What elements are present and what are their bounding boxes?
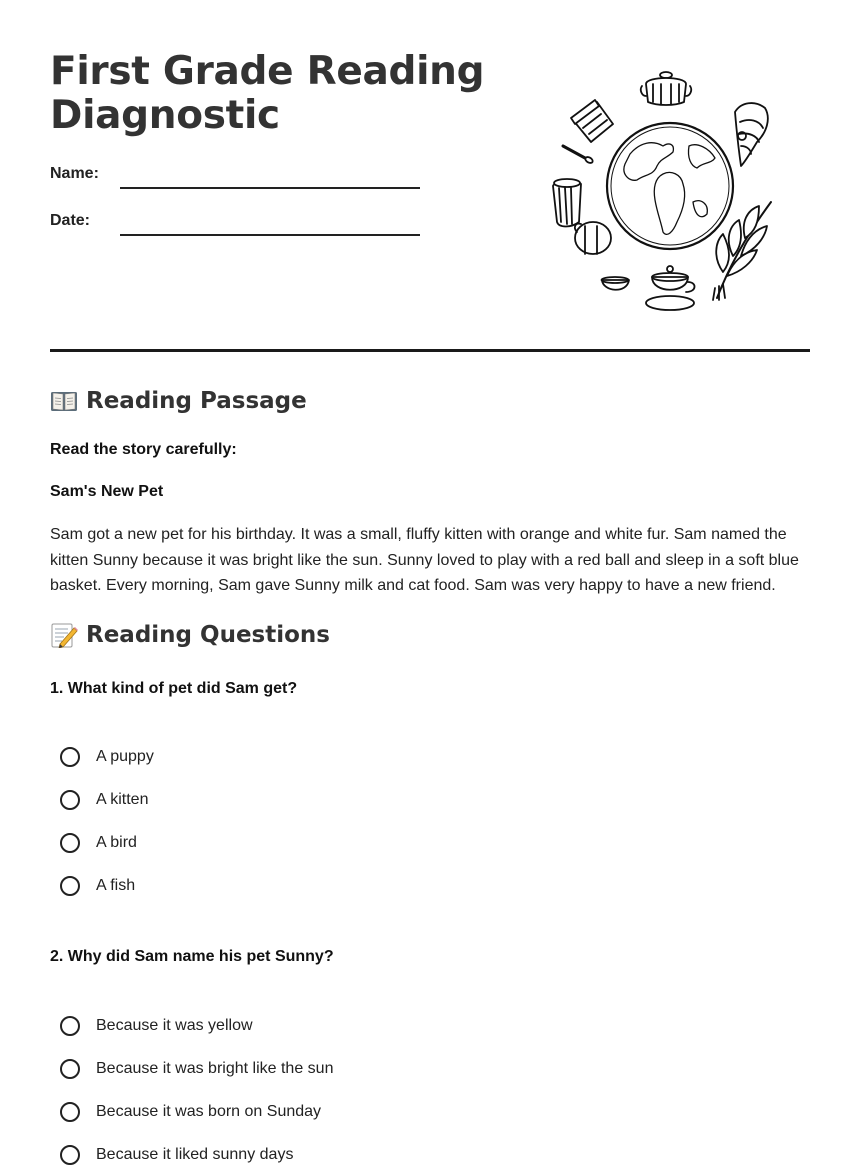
header-divider — [50, 349, 810, 352]
option-label: Because it liked sunny days — [96, 1145, 294, 1163]
teacup-icon — [646, 266, 695, 310]
story-text: Sam got a new pet for his birthday. It was a small, fluffy kitten with orange and white fur. Sam named the kitten Sunny because it was bright like the sun. Sunny loved to play with a red ball and sleep in a soft blue basket. Every morning, Sam gave Sunny milk and cat food. Sam was very happy to have a new friend. — [50, 526, 799, 594]
question-1-option-a[interactable] — [60, 735, 154, 778]
tea-tin-icon — [571, 100, 613, 142]
option-label: A bird — [96, 833, 137, 851]
question-1-options — [60, 735, 154, 907]
option-label: A fish — [96, 876, 136, 894]
radio-button[interactable] — [60, 1145, 80, 1165]
passage-section-heading — [50, 388, 307, 414]
passage-instruction: Read the story carefully: — [50, 441, 237, 458]
question-2-options — [60, 1004, 333, 1176]
question-1-option-d[interactable] — [60, 864, 154, 907]
questions-heading-text: Reading Questions — [86, 622, 330, 648]
globe-illustration — [545, 62, 780, 317]
questions-section-heading — [50, 622, 330, 648]
question-2-option-d[interactable] — [60, 1133, 333, 1176]
option-label: Because it was born on Sunday — [96, 1102, 322, 1120]
leaf-bundle-icon — [735, 103, 768, 166]
radio-button[interactable] — [60, 790, 80, 810]
passage-heading-text: Reading Passage — [86, 388, 307, 414]
radio-button[interactable] — [60, 833, 80, 853]
tea-canister-icon — [553, 179, 581, 227]
radio-button[interactable] — [60, 876, 80, 896]
bowl-icon — [602, 277, 630, 290]
radio-button[interactable] — [60, 1102, 80, 1122]
memo-pencil-icon — [50, 622, 78, 648]
date-label: Date: — [50, 212, 91, 229]
question-2-option-b[interactable] — [60, 1047, 333, 1090]
question-1-text: 1. What kind of pet did Sam get? — [50, 680, 298, 697]
page-title — [50, 50, 484, 138]
name-field[interactable] — [120, 187, 420, 189]
option-label: Because it was yellow — [96, 1016, 253, 1034]
radio-button[interactable] — [60, 1016, 80, 1036]
sugar-bowl-icon — [641, 72, 691, 105]
title-line-2: Diagnostic — [50, 93, 280, 138]
story-title: Sam's New Pet — [50, 483, 164, 500]
spoon-icon — [563, 146, 594, 164]
question-1-option-c[interactable] — [60, 821, 154, 864]
radio-button[interactable] — [60, 747, 80, 767]
name-label: Name: — [50, 165, 99, 182]
date-field[interactable] — [120, 234, 420, 236]
option-label: A kitten — [96, 790, 149, 808]
question-2-option-c[interactable] — [60, 1090, 333, 1133]
option-label: Because it was bright like the sun — [96, 1059, 334, 1077]
pot-icon — [575, 222, 611, 254]
question-1-option-b[interactable] — [60, 778, 154, 821]
globe-icon — [607, 123, 733, 249]
question-2-option-a[interactable] — [60, 1004, 333, 1047]
option-label: A puppy — [96, 747, 154, 765]
radio-button[interactable] — [60, 1059, 80, 1079]
open-book-icon — [50, 388, 78, 414]
question-2-text: 2. Why did Sam name his pet Sunny? — [50, 948, 334, 965]
title-line-1: First Grade Reading — [50, 49, 485, 94]
